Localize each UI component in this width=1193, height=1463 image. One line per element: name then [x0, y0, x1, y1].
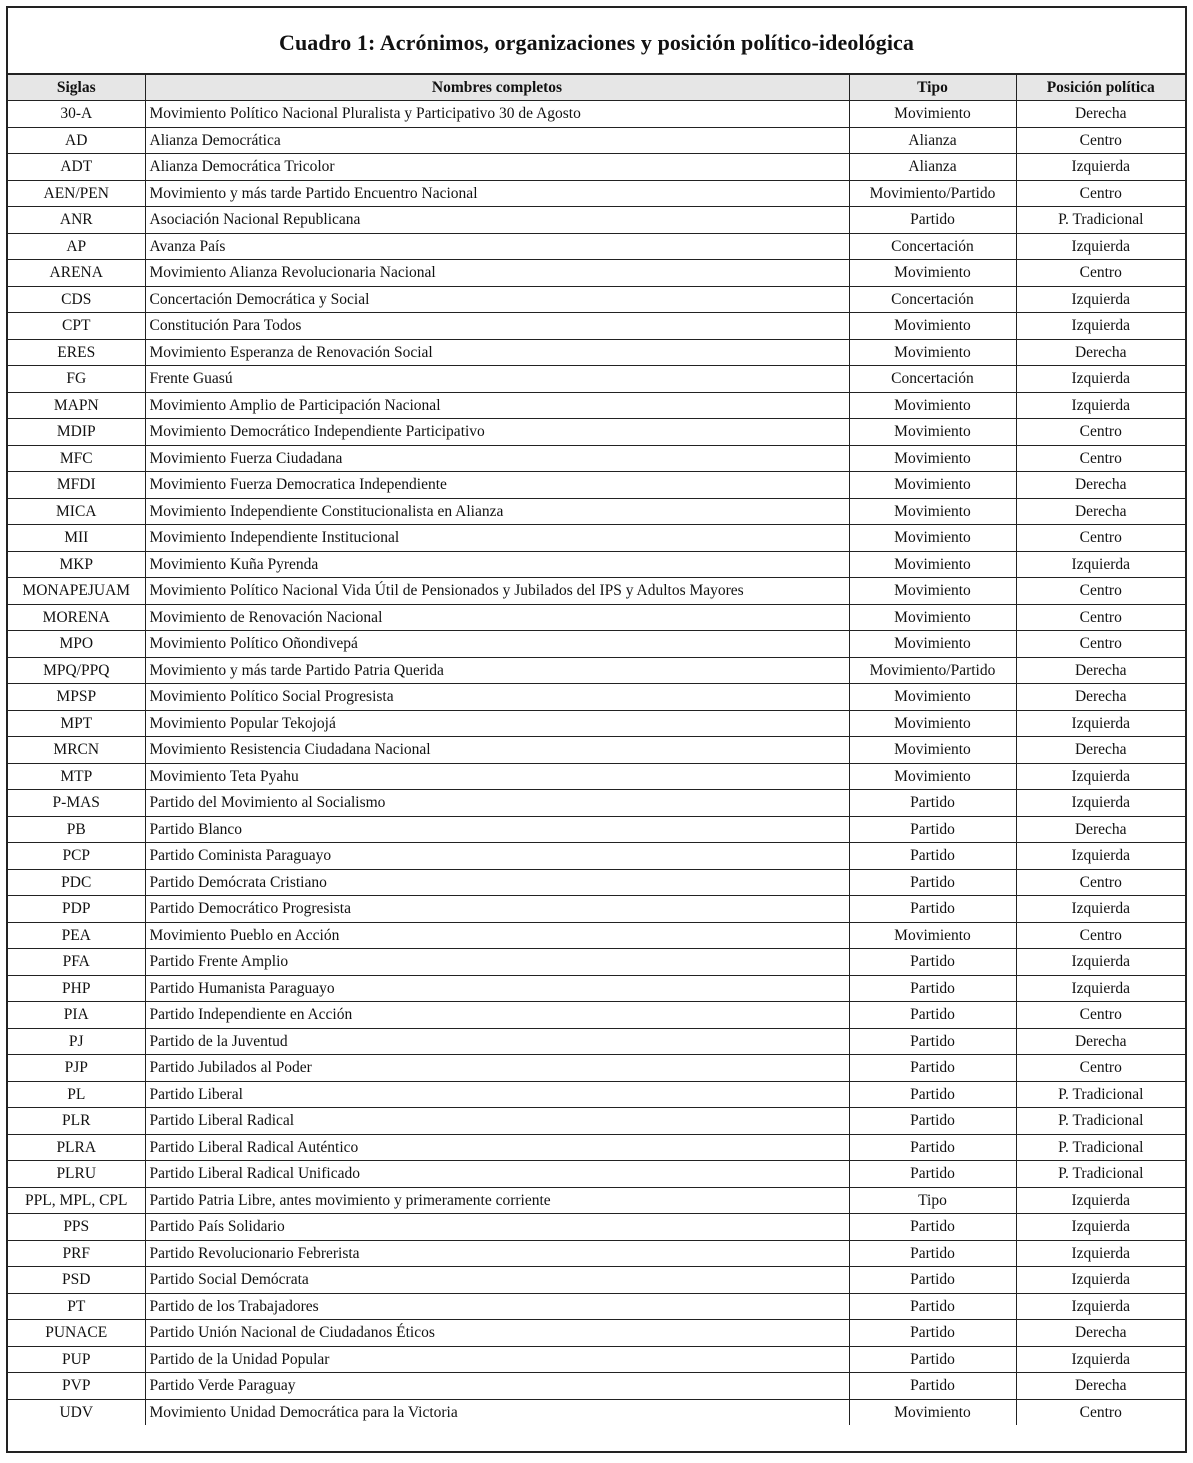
cell-tipo: Movimiento [849, 763, 1016, 790]
table-row [8, 101, 1185, 128]
cell-siglas: MPSP [8, 684, 145, 711]
table-row [8, 498, 1185, 525]
cell-nombre: Partido Liberal Radical [145, 1108, 849, 1135]
table-row [8, 525, 1185, 552]
table-row [8, 1187, 1185, 1214]
cell-posicion: Derecha [1016, 1373, 1185, 1400]
table-row [8, 578, 1185, 605]
table-row [8, 1293, 1185, 1320]
table-row [8, 1267, 1185, 1294]
cell-tipo: Partido [849, 1081, 1016, 1108]
cell-nombre: Concertación Democrática y Social [145, 286, 849, 313]
cell-nombre: Movimiento y más tarde Partido Encuentro Nacional [145, 180, 849, 207]
cell-tipo: Partido [849, 949, 1016, 976]
cell-siglas: MII [8, 525, 145, 552]
table-row [8, 1320, 1185, 1347]
cell-nombre: Movimiento Teta Pyahu [145, 763, 849, 790]
cell-posicion: Izquierda [1016, 286, 1185, 313]
cell-posicion: Izquierda [1016, 154, 1185, 181]
cell-siglas: UDV [8, 1399, 145, 1425]
cell-posicion: Izquierda [1016, 1346, 1185, 1373]
cell-tipo: Partido [849, 1214, 1016, 1241]
cell-posicion: Izquierda [1016, 366, 1185, 393]
table-row [8, 975, 1185, 1002]
cell-nombre: Movimiento Amplio de Participación Nacional [145, 392, 849, 419]
cell-tipo: Movimiento [849, 710, 1016, 737]
cell-nombre: Partido de los Trabajadores [145, 1293, 849, 1320]
cell-nombre: Alianza Democrática [145, 127, 849, 154]
cell-posicion: Derecha [1016, 657, 1185, 684]
cell-tipo: Partido [849, 1028, 1016, 1055]
cell-siglas: PVP [8, 1373, 145, 1400]
table-row [8, 1108, 1185, 1135]
cell-tipo: Partido [849, 1002, 1016, 1029]
cell-siglas: MICA [8, 498, 145, 525]
cell-posicion: Derecha [1016, 339, 1185, 366]
cell-posicion: Derecha [1016, 472, 1185, 499]
cell-posicion: Centro [1016, 127, 1185, 154]
cell-nombre: Frente Guasú [145, 366, 849, 393]
cell-posicion: Centro [1016, 180, 1185, 207]
cell-nombre: Partido Independiente en Acción [145, 1002, 849, 1029]
title-box [8, 8, 1185, 75]
cell-tipo: Movimiento [849, 922, 1016, 949]
cell-tipo: Movimiento/Partido [849, 180, 1016, 207]
cell-siglas: MPQ/PPQ [8, 657, 145, 684]
cell-siglas: ANR [8, 207, 145, 234]
table-row [8, 1214, 1185, 1241]
cell-tipo: Partido [849, 816, 1016, 843]
cell-siglas: PSD [8, 1267, 145, 1294]
cell-siglas: MPT [8, 710, 145, 737]
cell-posicion: P. Tradicional [1016, 1108, 1185, 1135]
cell-posicion: Centro [1016, 525, 1185, 552]
cell-siglas: MPO [8, 631, 145, 658]
cell-posicion: Izquierda [1016, 896, 1185, 923]
cell-siglas: MORENA [8, 604, 145, 631]
table-row [8, 1346, 1185, 1373]
table-row [8, 869, 1185, 896]
header-tipo: Tipo [849, 75, 1016, 101]
cell-posicion: Centro [1016, 419, 1185, 446]
cell-siglas: PFA [8, 949, 145, 976]
cell-tipo: Partido [849, 869, 1016, 896]
cell-siglas: PPS [8, 1214, 145, 1241]
cell-posicion: Izquierda [1016, 975, 1185, 1002]
cell-nombre: Movimiento Democrático Independiente Participativo [145, 419, 849, 446]
table-row [8, 260, 1185, 287]
cell-posicion: Izquierda [1016, 763, 1185, 790]
cell-siglas: CDS [8, 286, 145, 313]
cell-tipo: Movimiento [849, 313, 1016, 340]
cell-siglas: PHP [8, 975, 145, 1002]
cell-nombre: Movimiento Esperanza de Renovación Social [145, 339, 849, 366]
table-row [8, 207, 1185, 234]
cell-nombre: Partido Revolucionario Febrerista [145, 1240, 849, 1267]
cell-nombre: Movimiento Kuña Pyrenda [145, 551, 849, 578]
cell-nombre: Movimiento Político Nacional Pluralista y Participativo 30 de Agosto [145, 101, 849, 128]
cell-tipo: Movimiento [849, 472, 1016, 499]
cell-posicion: Izquierda [1016, 233, 1185, 260]
cell-siglas: PJ [8, 1028, 145, 1055]
cell-posicion: Izquierda [1016, 843, 1185, 870]
table-row [8, 684, 1185, 711]
table-row [8, 339, 1185, 366]
cell-posicion: Derecha [1016, 101, 1185, 128]
table-row [8, 843, 1185, 870]
cell-nombre: Partido de la Juventud [145, 1028, 849, 1055]
cell-tipo: Partido [849, 790, 1016, 817]
cell-nombre: Partido de la Unidad Popular [145, 1346, 849, 1373]
table-row [8, 896, 1185, 923]
cell-siglas: PDC [8, 869, 145, 896]
cell-tipo: Tipo [849, 1187, 1016, 1214]
cell-posicion: Izquierda [1016, 1267, 1185, 1294]
cell-nombre: Partido Verde Paraguay [145, 1373, 849, 1400]
cell-nombre: Movimiento Popular Tekojojá [145, 710, 849, 737]
cell-tipo: Partido [849, 1267, 1016, 1294]
cell-siglas: PL [8, 1081, 145, 1108]
table-row [8, 631, 1185, 658]
cell-siglas: PLRU [8, 1161, 145, 1188]
table-row [8, 366, 1185, 393]
cell-siglas: FG [8, 366, 145, 393]
cell-nombre: Movimiento Independiente Institucional [145, 525, 849, 552]
cell-posicion: Centro [1016, 631, 1185, 658]
cell-nombre: Movimiento Unidad Democrática para la Victoria [145, 1399, 849, 1425]
cell-tipo: Partido [849, 1134, 1016, 1161]
cell-posicion: Izquierda [1016, 1240, 1185, 1267]
table-row [8, 949, 1185, 976]
cell-posicion: Izquierda [1016, 1187, 1185, 1214]
table-title: Cuadro 1: Acrónimos, organizaciones y posición político-ideológica [278, 29, 915, 55]
cell-tipo: Partido [849, 843, 1016, 870]
cell-tipo: Partido [849, 1346, 1016, 1373]
cell-siglas: AD [8, 127, 145, 154]
cell-tipo: Partido [849, 975, 1016, 1002]
cell-siglas: AP [8, 233, 145, 260]
cell-posicion: P. Tradicional [1016, 1134, 1185, 1161]
cell-siglas: MTP [8, 763, 145, 790]
cell-nombre: Movimiento y más tarde Partido Patria Querida [145, 657, 849, 684]
cell-nombre: Avanza País [145, 233, 849, 260]
cell-siglas: 30-A [8, 101, 145, 128]
cell-posicion: Centro [1016, 869, 1185, 896]
cell-siglas: PCP [8, 843, 145, 870]
table-row [8, 127, 1185, 154]
cell-posicion: Centro [1016, 922, 1185, 949]
cell-siglas: MDIP [8, 419, 145, 446]
cell-siglas: PUP [8, 1346, 145, 1373]
table-row [8, 1002, 1185, 1029]
cell-siglas: PUNACE [8, 1320, 145, 1347]
cell-nombre: Partido del Movimiento al Socialismo [145, 790, 849, 817]
cell-posicion: Derecha [1016, 1028, 1185, 1055]
cell-nombre: Movimiento Pueblo en Acción [145, 922, 849, 949]
cell-posicion: Centro [1016, 445, 1185, 472]
cell-tipo: Movimiento [849, 578, 1016, 605]
cell-tipo: Partido [849, 896, 1016, 923]
cell-posicion: Derecha [1016, 684, 1185, 711]
cell-siglas: CPT [8, 313, 145, 340]
table-row [8, 1028, 1185, 1055]
table-row [8, 472, 1185, 499]
cell-tipo: Concertación [849, 286, 1016, 313]
table-frame [6, 6, 1187, 1453]
cell-nombre: Partido País Solidario [145, 1214, 849, 1241]
cell-tipo: Partido [849, 1055, 1016, 1082]
cell-posicion: Centro [1016, 260, 1185, 287]
cell-nombre: Partido Demócrata Cristiano [145, 869, 849, 896]
cell-nombre: Partido Humanista Paraguayo [145, 975, 849, 1002]
cell-nombre: Movimiento Alianza Revolucionaria Nacional [145, 260, 849, 287]
cell-siglas: MFC [8, 445, 145, 472]
table-row [8, 790, 1185, 817]
cell-siglas: AEN/PEN [8, 180, 145, 207]
cell-tipo: Movimiento [849, 631, 1016, 658]
cell-tipo: Concertación [849, 366, 1016, 393]
cell-nombre: Partido Blanco [145, 816, 849, 843]
cell-siglas: MAPN [8, 392, 145, 419]
cell-tipo: Movimiento [849, 1399, 1016, 1425]
table-row [8, 551, 1185, 578]
header-posicion: Posición política [1016, 75, 1185, 101]
table-row [8, 392, 1185, 419]
cell-nombre: Partido Social Demócrata [145, 1267, 849, 1294]
table-row [8, 816, 1185, 843]
cell-nombre: Partido Liberal Radical Auténtico [145, 1134, 849, 1161]
cell-nombre: Movimiento de Renovación Nacional [145, 604, 849, 631]
cell-posicion: Izquierda [1016, 1214, 1185, 1241]
cell-posicion: P. Tradicional [1016, 1081, 1185, 1108]
cell-tipo: Partido [849, 1320, 1016, 1347]
cell-posicion: Centro [1016, 578, 1185, 605]
table-row [8, 313, 1185, 340]
cell-nombre: Movimiento Resistencia Ciudadana Nacional [145, 737, 849, 764]
cell-nombre: Constitución Para Todos [145, 313, 849, 340]
header-siglas: Siglas [8, 75, 145, 101]
cell-siglas: MRCN [8, 737, 145, 764]
cell-posicion: Centro [1016, 1399, 1185, 1425]
cell-nombre: Movimiento Independiente Constitucionalista en Alianza [145, 498, 849, 525]
cell-tipo: Movimiento [849, 737, 1016, 764]
cell-siglas: PB [8, 816, 145, 843]
table-row [8, 1373, 1185, 1400]
cell-siglas: PJP [8, 1055, 145, 1082]
table-row [8, 763, 1185, 790]
table-row [8, 1399, 1185, 1425]
cell-siglas: PT [8, 1293, 145, 1320]
cell-siglas: MFDI [8, 472, 145, 499]
cell-tipo: Partido [849, 1108, 1016, 1135]
cell-posicion: Izquierda [1016, 710, 1185, 737]
cell-siglas: PEA [8, 922, 145, 949]
table-row [8, 1240, 1185, 1267]
cell-tipo: Movimiento [849, 392, 1016, 419]
cell-posicion: Centro [1016, 1002, 1185, 1029]
cell-tipo: Alianza [849, 154, 1016, 181]
cell-tipo: Alianza [849, 127, 1016, 154]
cell-tipo: Partido [849, 1293, 1016, 1320]
table-body [8, 101, 1185, 1426]
table-row [8, 604, 1185, 631]
cell-posicion: Izquierda [1016, 551, 1185, 578]
cell-tipo: Movimiento [849, 101, 1016, 128]
cell-nombre: Movimiento Político Social Progresista [145, 684, 849, 711]
cell-nombre: Partido Liberal Radical Unificado [145, 1161, 849, 1188]
cell-siglas: MKP [8, 551, 145, 578]
cell-siglas: ARENA [8, 260, 145, 287]
cell-tipo: Movimiento [849, 419, 1016, 446]
header-nombres: Nombres completos [145, 75, 849, 101]
table-row [8, 737, 1185, 764]
cell-siglas: PRF [8, 1240, 145, 1267]
cell-posicion: Derecha [1016, 816, 1185, 843]
cell-siglas: PLRA [8, 1134, 145, 1161]
cell-nombre: Partido Cominista Paraguayo [145, 843, 849, 870]
cell-nombre: Partido Patria Libre, antes movimiento y primeramente corriente [145, 1187, 849, 1214]
table-row [8, 445, 1185, 472]
cell-nombre: Movimiento Político Nacional Vida Útil de Pensionados y Jubilados del IPS y Adultos Mayores [145, 578, 849, 605]
cell-posicion: Izquierda [1016, 1293, 1185, 1320]
cell-siglas: PPL, MPL, CPL [8, 1187, 145, 1214]
table-row [8, 710, 1185, 737]
table-row [8, 657, 1185, 684]
table-row [8, 1161, 1185, 1188]
cell-siglas: PLR [8, 1108, 145, 1135]
cell-posicion: Derecha [1016, 1320, 1185, 1347]
cell-tipo: Movimiento [849, 339, 1016, 366]
table-row [8, 180, 1185, 207]
cell-nombre: Asociación Nacional Republicana [145, 207, 849, 234]
cell-tipo: Movimiento [849, 498, 1016, 525]
cell-tipo: Partido [849, 1161, 1016, 1188]
cell-siglas: P-MAS [8, 790, 145, 817]
table-row [8, 154, 1185, 181]
header-row [8, 75, 1185, 101]
cell-posicion: P. Tradicional [1016, 207, 1185, 234]
cell-tipo: Movimiento [849, 604, 1016, 631]
cell-tipo: Concertación [849, 233, 1016, 260]
cell-posicion: P. Tradicional [1016, 1161, 1185, 1188]
table-row [8, 1134, 1185, 1161]
cell-posicion: Izquierda [1016, 392, 1185, 419]
cell-tipo: Movimiento [849, 445, 1016, 472]
cell-posicion: Derecha [1016, 737, 1185, 764]
cell-tipo: Movimiento/Partido [849, 657, 1016, 684]
cell-tipo: Movimiento [849, 525, 1016, 552]
cell-posicion: Izquierda [1016, 949, 1185, 976]
table-row [8, 922, 1185, 949]
cell-tipo: Movimiento [849, 260, 1016, 287]
cell-nombre: Movimiento Fuerza Ciudadana [145, 445, 849, 472]
table-row [8, 1081, 1185, 1108]
table-row [8, 419, 1185, 446]
cell-posicion: Centro [1016, 1055, 1185, 1082]
table-row [8, 1055, 1185, 1082]
cell-posicion: Izquierda [1016, 313, 1185, 340]
cell-siglas: ERES [8, 339, 145, 366]
cell-siglas: ADT [8, 154, 145, 181]
cell-siglas: PIA [8, 1002, 145, 1029]
cell-tipo: Partido [849, 1373, 1016, 1400]
cell-nombre: Partido Unión Nacional de Ciudadanos Éticos [145, 1320, 849, 1347]
acronyms-table [8, 75, 1185, 1425]
cell-nombre: Movimiento Político Oñondivepá [145, 631, 849, 658]
cell-siglas: PDP [8, 896, 145, 923]
cell-nombre: Partido Liberal [145, 1081, 849, 1108]
table-row [8, 286, 1185, 313]
cell-tipo: Partido [849, 1240, 1016, 1267]
cell-posicion: Derecha [1016, 498, 1185, 525]
cell-tipo: Movimiento [849, 684, 1016, 711]
table-row [8, 233, 1185, 260]
cell-nombre: Partido Frente Amplio [145, 949, 849, 976]
cell-nombre: Partido Jubilados al Poder [145, 1055, 849, 1082]
cell-tipo: Partido [849, 207, 1016, 234]
cell-nombre: Movimiento Fuerza Democratica Independiente [145, 472, 849, 499]
cell-posicion: Izquierda [1016, 790, 1185, 817]
cell-siglas: MONAPEJUAM [8, 578, 145, 605]
cell-tipo: Movimiento [849, 551, 1016, 578]
cell-nombre: Partido Democrático Progresista [145, 896, 849, 923]
cell-posicion: Centro [1016, 604, 1185, 631]
cell-nombre: Alianza Democrática Tricolor [145, 154, 849, 181]
